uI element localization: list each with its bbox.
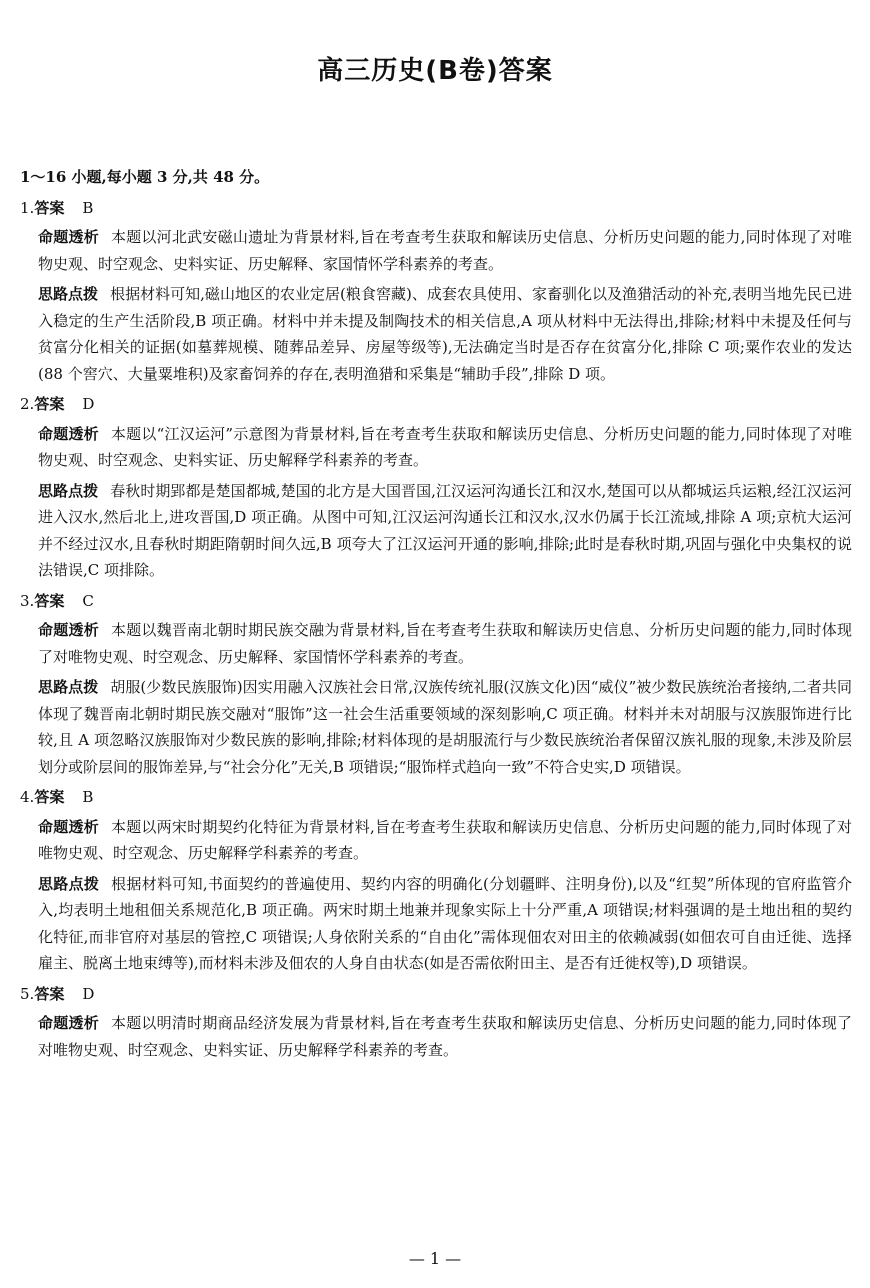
- hint-paragraph: [38, 281, 852, 387]
- answer-content: [20, 164, 852, 1067]
- question-number: 2.: [20, 395, 35, 413]
- question-1: [20, 195, 852, 388]
- answer-label: 答案: [34, 788, 65, 806]
- question-number: 5.: [20, 984, 35, 1003]
- analysis-paragraph: [38, 1010, 852, 1063]
- hint-text: 春秋时期郢都是楚国都城,楚国的北方是大国晋国,江汉运河沟通长江和汉水,楚国可以从都城运兵运粮,经江汉运河进入汉水,然后北上,进攻晋国,D 项正确。从图中可知,江汉运河沟通长江和汉水,汉水仍属于长江流域,排除 A 项;京杭大运河并不经过汉水,且春秋时期距隋朝时间久远,B 项夸大了江汉运河开通的影响,排除;此时是春秋时期,巩固与强化中央集权的说法错误,C 项排除。: [38, 481, 852, 579]
- hint-text: 胡服(少数民族服饰)因实用融入汉族社会日常,汉族传统礼服(汉族文化)因“威仪”被少数民族统治者接纳,二者共同体现了魏晋南北朝时期民族交融对“服饰”这一社会生活重要领域的深刻影响,C 项正确。材料并未对胡服与汉族服饰进行比较,且 A 项忽略汉族服饰对少数民族的影响,排除;材料体现的是胡服流行与少数民族统治者保留汉族礼服的现象,未涉及阶层划分或阶层间的服饰差异,与“社会分化”无关,B 项错误;“服饰样式趋向一致”不符合史实,D 项错误。: [38, 678, 852, 776]
- hint-paragraph: [38, 674, 852, 780]
- hint-label: 思路点拨: [38, 874, 100, 893]
- analysis-label: 命题透析: [38, 424, 99, 443]
- hint-paragraph: [38, 871, 852, 977]
- hint-label: 思路点拨: [38, 481, 99, 500]
- page-number: — 1 —: [408, 1249, 462, 1268]
- answer-line: [20, 195, 852, 222]
- question-3: [20, 588, 852, 781]
- analysis-text: 本题以河北武安磁山遗址为背景材料,旨在考查考生获取和解读历史信息、分析历史问题的能力,同时体现了对唯物史观、时空观念、史料实证、历史解释、家国情怀学科素养的考查。: [38, 228, 852, 273]
- hint-paragraph: [38, 478, 852, 584]
- answer-value: D: [82, 984, 95, 1003]
- answer-line: [20, 391, 852, 418]
- answer-label: 答案: [34, 395, 65, 413]
- question-number: 3.: [20, 591, 35, 610]
- analysis-text: 本题以魏晋南北朝时期民族交融为背景材料,旨在考查考生获取和解读历史信息、分析历史问题的能力,同时体现了对唯物史观、时空观念、历史解释、家国情怀学科素养的考查。: [38, 621, 852, 666]
- analysis-text: 本题以“江汉运河”示意图为背景材料,旨在考查考生获取和解读历史信息、分析历史问题的能力,同时体现了对唯物史观、时空观念、史料实证、历史解释学科素养的考查。: [38, 424, 852, 469]
- hint-label: 思路点拨: [38, 285, 99, 303]
- answer-value: D: [82, 395, 95, 413]
- question-4: [20, 784, 852, 977]
- answer-value: B: [82, 198, 94, 217]
- analysis-paragraph: [38, 421, 852, 474]
- answer-line: [20, 588, 852, 615]
- analysis-paragraph: [38, 814, 852, 867]
- analysis-label: 命题透析: [38, 621, 99, 639]
- answer-label: 答案: [34, 984, 65, 1003]
- analysis-label: 命题透析: [38, 228, 99, 246]
- answer-value: C: [82, 591, 94, 610]
- question-number: 4.: [20, 788, 35, 806]
- answer-line: [20, 784, 852, 811]
- hint-text: 根据材料可知,书面契约的普遍使用、契约内容的明确化(分划疆畔、注明身份),以及“红契”所体现的官府监管介入,均表明土地租佃关系规范化,B 项正确。两宋时期土地兼并现象实际上十分严重,A 项错误;材料强调的是土地出租的契约化特征,而非官府对基层的管控,C 项错误;人身依附关系的“自由化”需体现佃农对田主的依赖减弱(如佃农可自由迁徙、选择雇主、脱离土地束缚等),而材料未涉及佃农的人身自由状态(如是否需依附田主、是否有迁徙权等),D 项错误。: [38, 874, 852, 972]
- question-number: 1.: [20, 198, 35, 217]
- section-intro: 1～16 小题,每小题 3 分,共 48 分。: [20, 168, 270, 186]
- answer-value: B: [82, 788, 94, 806]
- analysis-paragraph: [38, 617, 852, 670]
- analysis-label: 命题透析: [38, 1014, 99, 1032]
- question-2: [20, 391, 852, 584]
- analysis-paragraph: [38, 224, 852, 277]
- question-5: [20, 981, 852, 1064]
- page-title: 高三历史(B卷)答案: [317, 56, 553, 86]
- hint-text: 根据材料可知,磁山地区的农业定居(粮食窖藏)、成套农具使用、家畜驯化以及渔猎活动的补充,表明当地先民已进入稳定的生产生活阶段,B 项正确。材料中并未提及制陶技术的相关信息,A 项从材料中无法得出,排除;材料中未提及任何与贫富分化相关的证据(如墓葬规模、随葬品差异、房屋等级等),无法确定当时是否存在贫富分化,排除 C 项;粟作农业的发达(88 个窖穴、大量粟堆积)及家畜饲养的存在,表明渔猎和采集是“辅助手段”,排除 D 项。: [38, 285, 852, 383]
- analysis-text: 本题以两宋时期契约化特征为背景材料,旨在考查考生获取和解读历史信息、分析历史问题的能力,同时体现了对唯物史观、时空观念、历史解释学科素养的考查。: [38, 817, 852, 862]
- hint-label: 思路点拨: [38, 678, 99, 696]
- answer-label: 答案: [34, 591, 65, 610]
- answer-label: 答案: [34, 198, 65, 217]
- analysis-label: 命题透析: [38, 817, 99, 836]
- analysis-text: 本题以明清时期商品经济发展为背景材料,旨在考查考生获取和解读历史信息、分析历史问题的能力,同时体现了对唯物史观、时空观念、史料实证、历史解释学科素养的考查。: [38, 1014, 852, 1059]
- answer-line: [20, 981, 852, 1008]
